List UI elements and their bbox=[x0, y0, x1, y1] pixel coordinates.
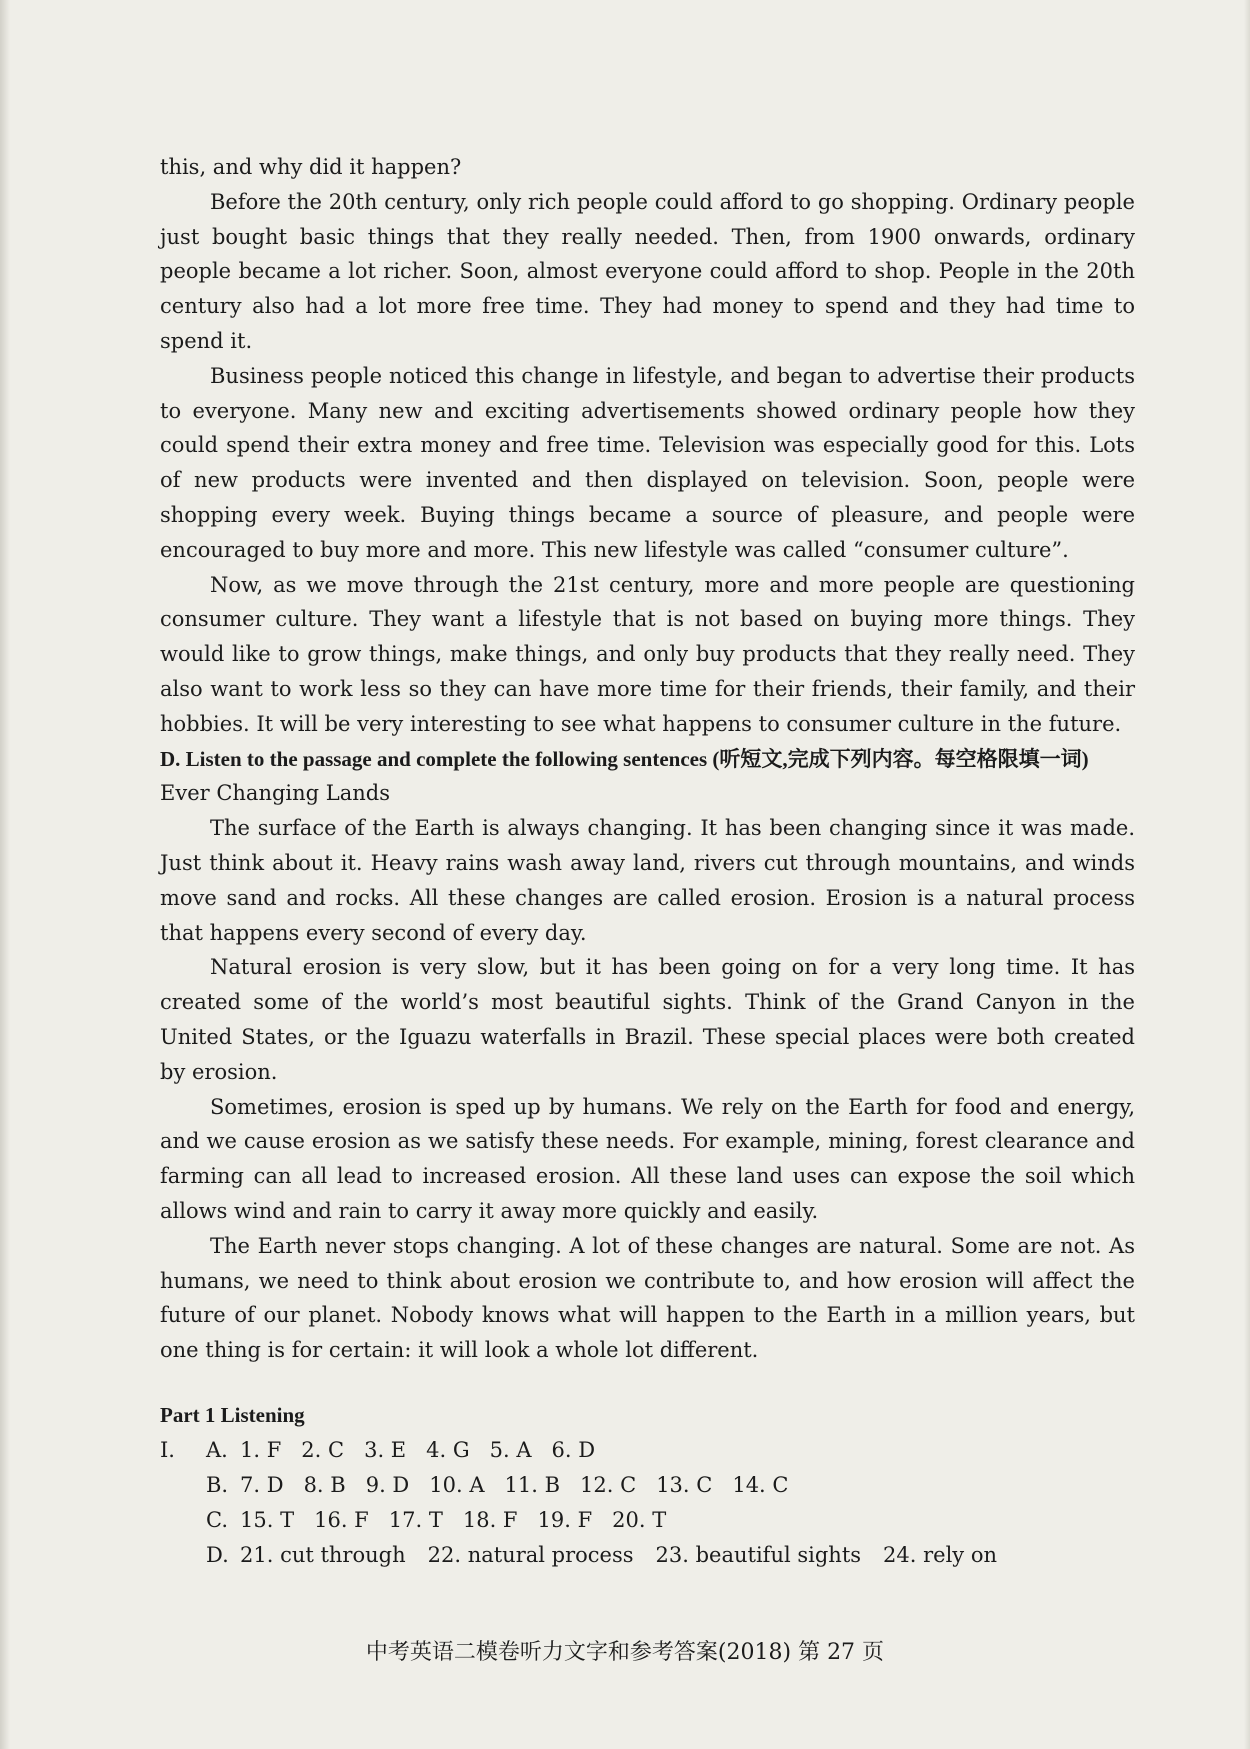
answer-item: 23. beautiful sights bbox=[655, 1542, 862, 1567]
answer-item: 21. cut through bbox=[240, 1542, 406, 1567]
paragraph-d-3: Sometimes, erosion is sped up by humans. We rely on the Earth for food and energy, and we cause erosion as we satisfy these needs. For example, mining, forest clearance and farming can all lead to increased erosion. All these land uses can expose the soil which allows wind and rain to carry it away more quickly and easily. bbox=[160, 1094, 1135, 1223]
answer-item: 6. D bbox=[551, 1437, 596, 1462]
answer-group-label: A. bbox=[206, 1437, 228, 1462]
answer-row bbox=[160, 1503, 1135, 1538]
answer-row bbox=[160, 1538, 1135, 1573]
answer-item: 24. rely on bbox=[883, 1542, 998, 1567]
paragraph-c-0: this, and why did it happen? bbox=[160, 155, 462, 179]
answer-row bbox=[160, 1468, 1135, 1503]
answer-item: 7. D bbox=[240, 1472, 284, 1497]
answer-item: 22. natural process bbox=[427, 1542, 634, 1567]
answer-roman: Ⅰ. bbox=[160, 1437, 175, 1462]
page-edge-shadow bbox=[0, 0, 10, 1749]
answer-item: 14. C bbox=[732, 1472, 789, 1497]
answer-item: 16. F bbox=[314, 1507, 369, 1532]
answer-item: 13. C bbox=[656, 1472, 713, 1497]
answer-item: 20. T bbox=[612, 1507, 667, 1532]
page-content bbox=[160, 150, 1135, 1573]
answer-item: 9. D bbox=[365, 1472, 410, 1497]
paragraph-c-3: Now, as we move through the 21st century, more and more people are questioning consumer culture. They want a lifestyle that is not based on buying more things. They would like to grow things, make things, and only buy products that they really need. They also want to work less so they can have more time for their friends, their family, and their hobbies. It will be very interesting to see what happens to consumer culture in the future. bbox=[160, 572, 1135, 736]
answer-item: 11. B bbox=[504, 1472, 561, 1497]
section-d-heading: D. Listen to the passage and complete the following sentences (听短文,完成下列内容。每空格限填一词) bbox=[160, 746, 1089, 771]
answer-item: 18. F bbox=[462, 1507, 518, 1532]
answer-item: 1. F bbox=[240, 1437, 282, 1462]
paragraph-d-4: The Earth never stops changing. A lot of these changes are natural. Some are not. As humans, we need to think about erosion we contribute to, and how erosion will affect the future of our planet. Nobody knows what will happen to the Earth in a million years, but one thing is for certain: it will look a whole lot different. bbox=[160, 1233, 1135, 1363]
part-title: Part 1 Listening bbox=[160, 1402, 305, 1427]
paragraph-c-1: Before the 20th century, only rich people could afford to go shopping. Ordinary people just bought basic things that they really needed. Then, from 1900 onwards, ordinary people became a lot richer. Soon, almost everyone could afford to shop. People in the 20th century also had a lot more free time. They had money to spend and they had time to spend it. bbox=[160, 189, 1135, 353]
answer-item: 2. C bbox=[301, 1437, 345, 1462]
answer-group-label: B. bbox=[206, 1472, 229, 1497]
answer-group-label: D. bbox=[206, 1542, 229, 1567]
answer-item: 10. A bbox=[429, 1472, 485, 1497]
answer-item: 3. E bbox=[364, 1437, 407, 1462]
answer-key bbox=[160, 1433, 1135, 1573]
answer-item: 8. B bbox=[303, 1472, 346, 1497]
page-footer: 中考英语二模卷听力文字和参考答案(2018) 第 27 页 bbox=[365, 1640, 885, 1665]
answer-item: 4. G bbox=[426, 1437, 470, 1462]
paragraph-c-2: Business people noticed this change in lifestyle, and began to advertise their products to everyone. Many new and exciting advertisements showed ordinary people how they could spend their extra money and free time. Television was especially good for this. Lots of new products were invented and then displayed on television. Soon, people were shopping every week. Buying things became a source of pleasure, and people were encouraged to buy more and more. This new lifestyle was called “consumer culture”. bbox=[160, 363, 1135, 562]
answer-item: 15. T bbox=[240, 1507, 295, 1532]
answer-item: 5. A bbox=[489, 1437, 532, 1462]
answer-row bbox=[160, 1433, 1135, 1468]
paragraph-d-1: The surface of the Earth is always changing. It has been changing since it was made. Just think about it. Heavy rains wash away land, rivers cut through mountains, and winds move sand and rocks. All these changes are called erosion. Erosion is a natural process that happens every second of every day. bbox=[160, 816, 1135, 945]
paragraph-d-2: Natural erosion is very slow, but it has been going on for a very long time. It has created some of the world’s most beautiful sights. Think of the Grand Canyon in the United States, or the Iguazu waterfalls in Brazil. These special places were both created by erosion. bbox=[160, 955, 1135, 1084]
answer-item: 19. F bbox=[537, 1507, 593, 1532]
answer-item: 12. C bbox=[580, 1472, 637, 1497]
answer-group-label: C. bbox=[206, 1507, 228, 1532]
page-edge-right bbox=[1244, 0, 1250, 1749]
answer-item: 17. T bbox=[388, 1507, 443, 1532]
passage-title: Ever Changing Lands bbox=[160, 781, 390, 806]
